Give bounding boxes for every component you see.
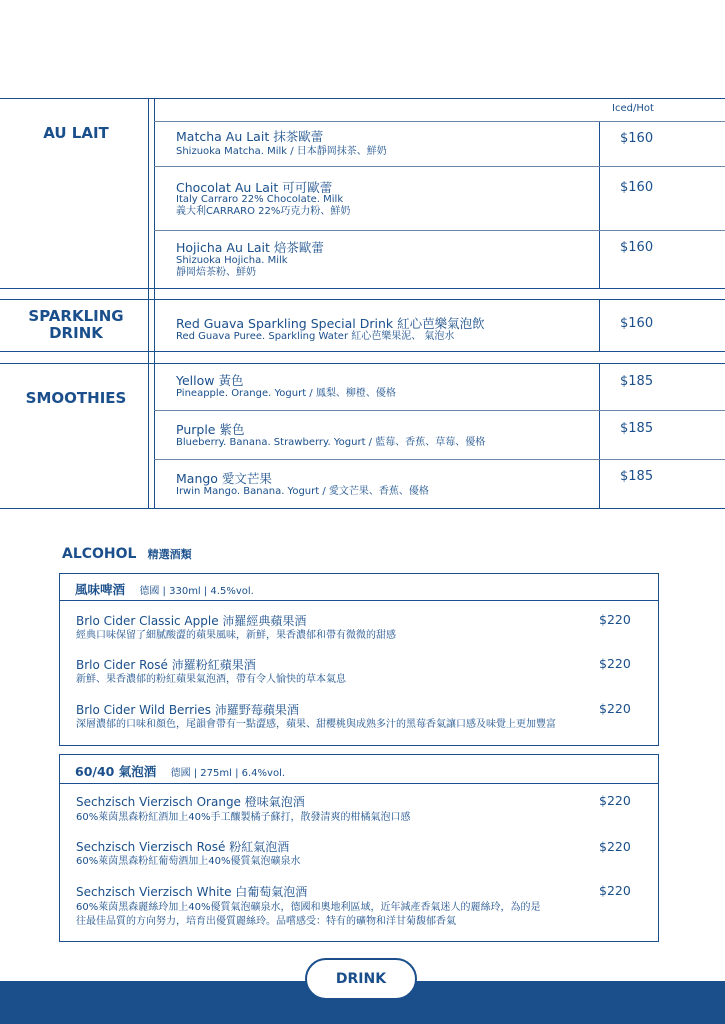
item-price: $220: [599, 839, 631, 854]
section-border: [0, 299, 725, 300]
section-border: [0, 363, 725, 364]
table-top-border: [0, 98, 725, 99]
table-divider-left: [148, 98, 149, 508]
item-name: Red Guava Sparkling Special Drink 紅心芭樂氣泡飲: [176, 316, 485, 331]
item-name: Hojicha Au Lait 焙茶歐蕾: [176, 240, 324, 255]
item-name: Brlo Cider Rosé 沛羅粉紅蘋果酒: [76, 658, 256, 672]
alcohol-title: ALCOHOL: [62, 546, 137, 562]
row-separator: [154, 166, 725, 167]
item-price: $160: [620, 180, 654, 195]
category-sparkling-drink: SPARKLING DRINK: [28, 307, 124, 342]
item-name: Matcha Au Lait 抹茶歐蕾: [176, 129, 324, 144]
item-name: Sechzisch Vierzisch Rosé 粉紅氣泡酒: [76, 840, 290, 854]
item-price: $185: [620, 421, 654, 436]
item-price: $160: [620, 240, 654, 255]
item-desc: Italy Carraro 22% Chocolate. Milk 義大利CARRARO 22%巧克力粉、鮮奶: [176, 194, 351, 217]
group-header-divider: [59, 600, 659, 601]
row-separator: [154, 459, 725, 460]
row-separator: [154, 230, 725, 231]
item-desc: Irwin Mango. Banana. Yogurt / 愛文芒果、香蕉、優格: [176, 486, 429, 497]
group-spec: 德國 | 275ml | 6.4%vol.: [170, 768, 286, 779]
group-name: 風味啤酒: [75, 582, 126, 597]
item-name: Sechzisch Vierzisch Orange 橙味氣泡酒: [76, 795, 305, 809]
alcohol-subtitle: 精選酒類: [147, 548, 192, 561]
category-au-lait: AU LAIT: [43, 124, 109, 142]
item-desc: 新鮮、果香濃郁的粉紅蘋果氣泡酒，帶有令人愉快的草本氣息: [76, 674, 346, 685]
item-price: $220: [599, 883, 631, 898]
item-price: $160: [620, 131, 654, 146]
item-price: $185: [620, 374, 654, 389]
item-name: Yellow 黃色: [176, 373, 244, 388]
item-name: Mango 愛文芒果: [176, 471, 272, 486]
item-desc: 60%萊茵黑森粉紅酒加上40%手工釀製橘子蘇打，散發清爽的柑橘氣泡口感: [76, 812, 411, 823]
section-border: [0, 288, 725, 289]
item-price: $220: [599, 701, 631, 716]
group-header: [75, 762, 285, 780]
section-border: [0, 351, 725, 352]
group-header-divider: [59, 783, 659, 784]
category-smoothies: SMOOTHIES: [25, 389, 127, 407]
group-header: [75, 580, 254, 598]
item-desc: 60%萊茵黑森麗絲玲加上40%優質氣泡礦泉水，德國和奧地利區域，近年減產香氣迷人的麗絲玲，為的是 往最佳品質的方向努力，培育出優質麗絲玲。品嚐感受：特有的礦物和洋甘菊馥郁香氣: [76, 902, 541, 927]
item-desc: 深層濃郁的口味和顏色，尾韻會帶有一點澀感，蘋果、甜櫻桃與成熟多汁的黑莓香氣讓口感及味覺上更加豐富: [76, 719, 556, 730]
column-label-iced-hot: Iced/Hot: [612, 103, 654, 114]
table-bottom-border: [0, 508, 725, 509]
price-column-divider: [599, 299, 600, 351]
item-name: Purple 紫色: [176, 422, 245, 437]
item-price: $220: [599, 793, 631, 808]
item-desc: 60%萊茵黑森粉紅葡萄酒加上40%優質氣泡礦泉水: [76, 856, 301, 867]
item-price: $220: [599, 656, 631, 671]
item-desc: Shizuoka Hojicha. Milk 靜岡焙茶粉、鮮奶: [176, 255, 288, 278]
header-separator: [154, 121, 725, 122]
item-name: Brlo Cider Classic Apple 沛羅經典蘋果酒: [76, 614, 307, 628]
item-desc: Shizuoka Matcha. Milk / 日本靜岡抹茶、鮮奶: [176, 146, 387, 157]
row-separator: [154, 410, 725, 411]
price-column-divider: [599, 121, 600, 288]
item-price: $185: [620, 469, 654, 484]
item-name: Chocolat Au Lait 可可歐蕾: [176, 180, 333, 195]
group-spec: 德國 | 330ml | 4.5%vol.: [139, 586, 254, 597]
alcohol-heading: [62, 543, 192, 562]
item-desc: 經典口味保留了細膩酸澀的蘋果風味，新鮮，果香濃郁和帶有微微的甜感: [76, 630, 396, 641]
item-desc: Pineapple. Orange. Yogurt / 鳳梨、柳橙、優格: [176, 388, 396, 399]
table-divider-right: [154, 98, 155, 508]
item-name: Brlo Cider Wild Berries 沛羅野莓蘋果酒: [76, 703, 299, 717]
item-price: $220: [599, 612, 631, 627]
group-name: 60/40 氣泡酒: [75, 764, 157, 779]
item-name: Sechzisch Vierzisch White 白葡萄氣泡酒: [76, 885, 308, 899]
item-desc: Blueberry. Banana. Strawberry. Yogurt / 藍莓、香蕉、草莓、優格: [176, 437, 486, 448]
item-desc: Red Guava Puree. Sparkling Water 紅心芭樂果泥、 氣泡水: [176, 331, 455, 342]
footer-drink-label: DRINK: [305, 958, 417, 1000]
price-column-divider: [599, 363, 600, 508]
item-price: $160: [620, 316, 654, 331]
